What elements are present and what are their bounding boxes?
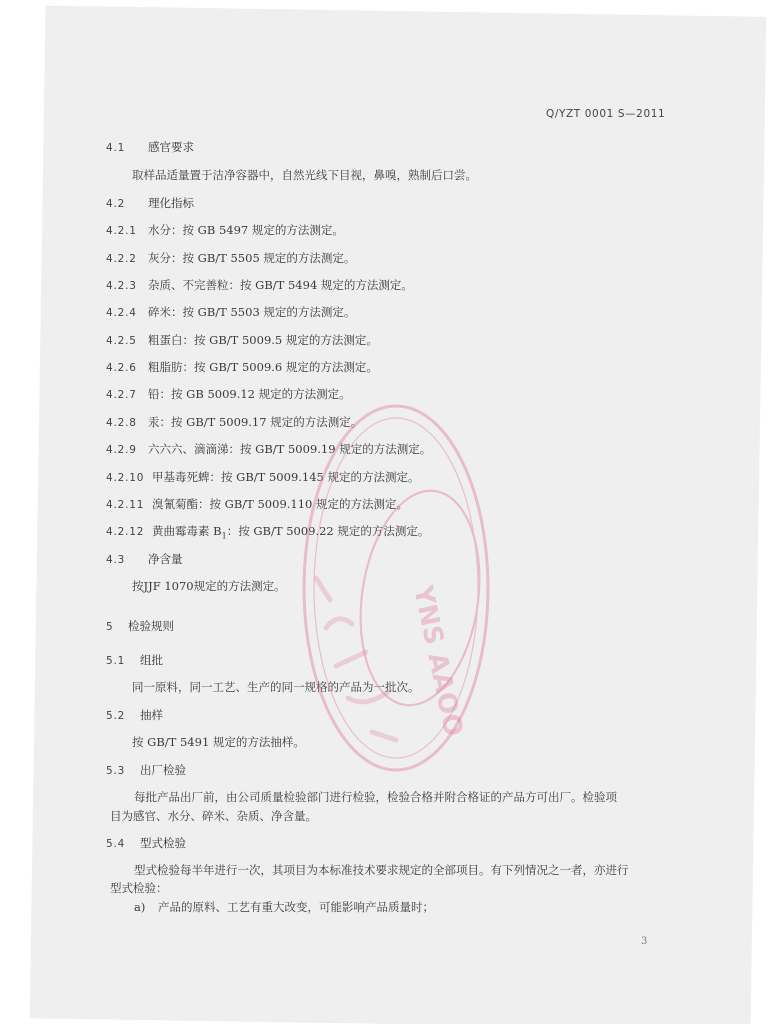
section-4-3-body: 按JJF 1070规定的方法测定。 — [132, 579, 286, 593]
item-text: 汞：按 GB/T 5009.17 规定的方法测定。 — [148, 415, 363, 429]
section-number: 4.1 — [106, 142, 126, 154]
section-5-1-body: 同一原料，同一工艺、生产的同一规格的产品为一批次。 — [132, 680, 420, 694]
item-text: 黄曲霉毒素 B — [152, 524, 222, 538]
item-number: 4.2.2 — [106, 253, 137, 265]
section-number: 5.1 — [106, 655, 126, 667]
item-text-continued: ：按 GB/T 5009.22 规定的方法测定。 — [226, 524, 430, 538]
section-title: 组批 — [140, 653, 163, 667]
item-text: 水分：按 GB 5497 规定的方法测定。 — [148, 223, 344, 237]
list-marker: a) — [134, 900, 146, 914]
item-4-2-3 — [106, 277, 413, 294]
section-number: 5 — [106, 621, 114, 633]
item-number: 4.2.4 — [106, 307, 137, 319]
item-4-2-4 — [106, 304, 355, 321]
item-4-2-1 — [106, 222, 344, 239]
section-title: 检验规则 — [128, 619, 174, 633]
section-title: 净含量 — [148, 552, 183, 566]
item-4-2-9 — [106, 441, 431, 458]
page-number: 3 — [641, 936, 648, 947]
item-number: 4.2.12 — [106, 526, 145, 538]
item-text: 杂质、不完善粒：按 GB/T 5494 规定的方法测定。 — [148, 278, 413, 292]
section-4-1-body: 取样品适量置于洁净容器中，自然光线下目视，鼻嗅，熟制后口尝。 — [132, 168, 477, 182]
item-number: 4.2.11 — [106, 499, 145, 511]
section-5-4-heading — [106, 835, 186, 852]
item-text: 碎米：按 GB/T 5503 规定的方法测定。 — [148, 305, 356, 319]
section-number: 4.3 — [106, 554, 126, 566]
item-text: 六六六、滴滴涕：按 GB/T 5009.19 规定的方法测定。 — [148, 442, 432, 456]
item-text: 铅：按 GB 5009.12 规定的方法测定。 — [148, 387, 351, 401]
item-number: 4.2.9 — [106, 444, 137, 456]
section-5-4-item-a — [134, 899, 434, 915]
subscript-text: 1 — [221, 531, 227, 541]
section-title: 出厂检验 — [140, 763, 186, 777]
section-number: 5.3 — [106, 765, 126, 777]
item-4-2-7 — [106, 386, 351, 403]
item-number: 4.2.1 — [106, 225, 137, 237]
section-5-2-heading — [106, 707, 163, 724]
section-number: 5.4 — [106, 838, 126, 850]
item-4-2-10 — [106, 469, 420, 486]
item-text: 粗脂肪：按 GB/T 5009.6 规定的方法测定。 — [148, 360, 378, 374]
section-5-4-body-line-1: 型式检验每半年进行一次，其项目为本标准技术要求规定的全部项目。有下列情况之一者，亦进行 — [134, 863, 629, 877]
item-4-2-5 — [106, 332, 378, 349]
section-5-3-body-line-2: 目为感官、水分、碎米、杂质、净含量。 — [110, 809, 317, 823]
section-5-heading — [106, 618, 174, 635]
section-4-1-heading — [106, 139, 194, 156]
list-item-text: 产品的原料、工艺有重大改变，可能影响产品质量时； — [158, 900, 434, 914]
item-text: 甲基毒死蜱：按 GB/T 5009.145 规定的方法测定。 — [152, 470, 420, 484]
standard-code: Q/YZT 0001 S—2011 — [546, 108, 666, 120]
section-5-3-body-line-1: 每批产品出厂前，由公司质量检验部门进行检验，检验合格并附合格证的产品方可出厂。检验项 — [134, 790, 617, 804]
item-4-2-11 — [106, 496, 408, 513]
section-4-2-heading — [106, 195, 194, 212]
section-number: 4.2 — [106, 198, 126, 210]
item-number: 4.2.3 — [106, 280, 137, 292]
section-title: 感官要求 — [148, 140, 194, 154]
section-number: 5.2 — [106, 710, 126, 722]
item-text: 灰分：按 GB/T 5505 规定的方法测定。 — [148, 251, 356, 265]
item-text: 粗蛋白：按 GB/T 5009.5 规定的方法测定。 — [148, 333, 378, 347]
section-title: 理化指标 — [148, 196, 194, 210]
item-4-2-6 — [106, 359, 378, 376]
section-5-2-body: 按 GB/T 5491 规定的方法抽样。 — [132, 735, 305, 749]
item-text: 溴氰菊酯：按 GB/T 5009.110 规定的方法测定。 — [152, 497, 409, 511]
section-5-4-body-line-2: 型式检验： — [110, 881, 168, 895]
section-5-1-heading — [106, 652, 163, 669]
item-number: 4.2.10 — [106, 472, 145, 484]
item-4-2-12 — [106, 523, 429, 544]
item-number: 4.2.7 — [106, 389, 137, 401]
item-number: 4.2.6 — [106, 362, 137, 374]
section-4-3-heading — [106, 551, 183, 568]
item-4-2-2 — [106, 250, 355, 267]
item-4-2-8 — [106, 414, 362, 431]
item-number: 4.2.5 — [106, 335, 137, 347]
stamp-text: YNS AAOO — [407, 583, 469, 739]
section-5-3-heading — [106, 762, 186, 779]
section-title: 抽样 — [140, 708, 163, 722]
section-title: 型式检验 — [140, 836, 186, 850]
item-number: 4.2.8 — [106, 417, 137, 429]
